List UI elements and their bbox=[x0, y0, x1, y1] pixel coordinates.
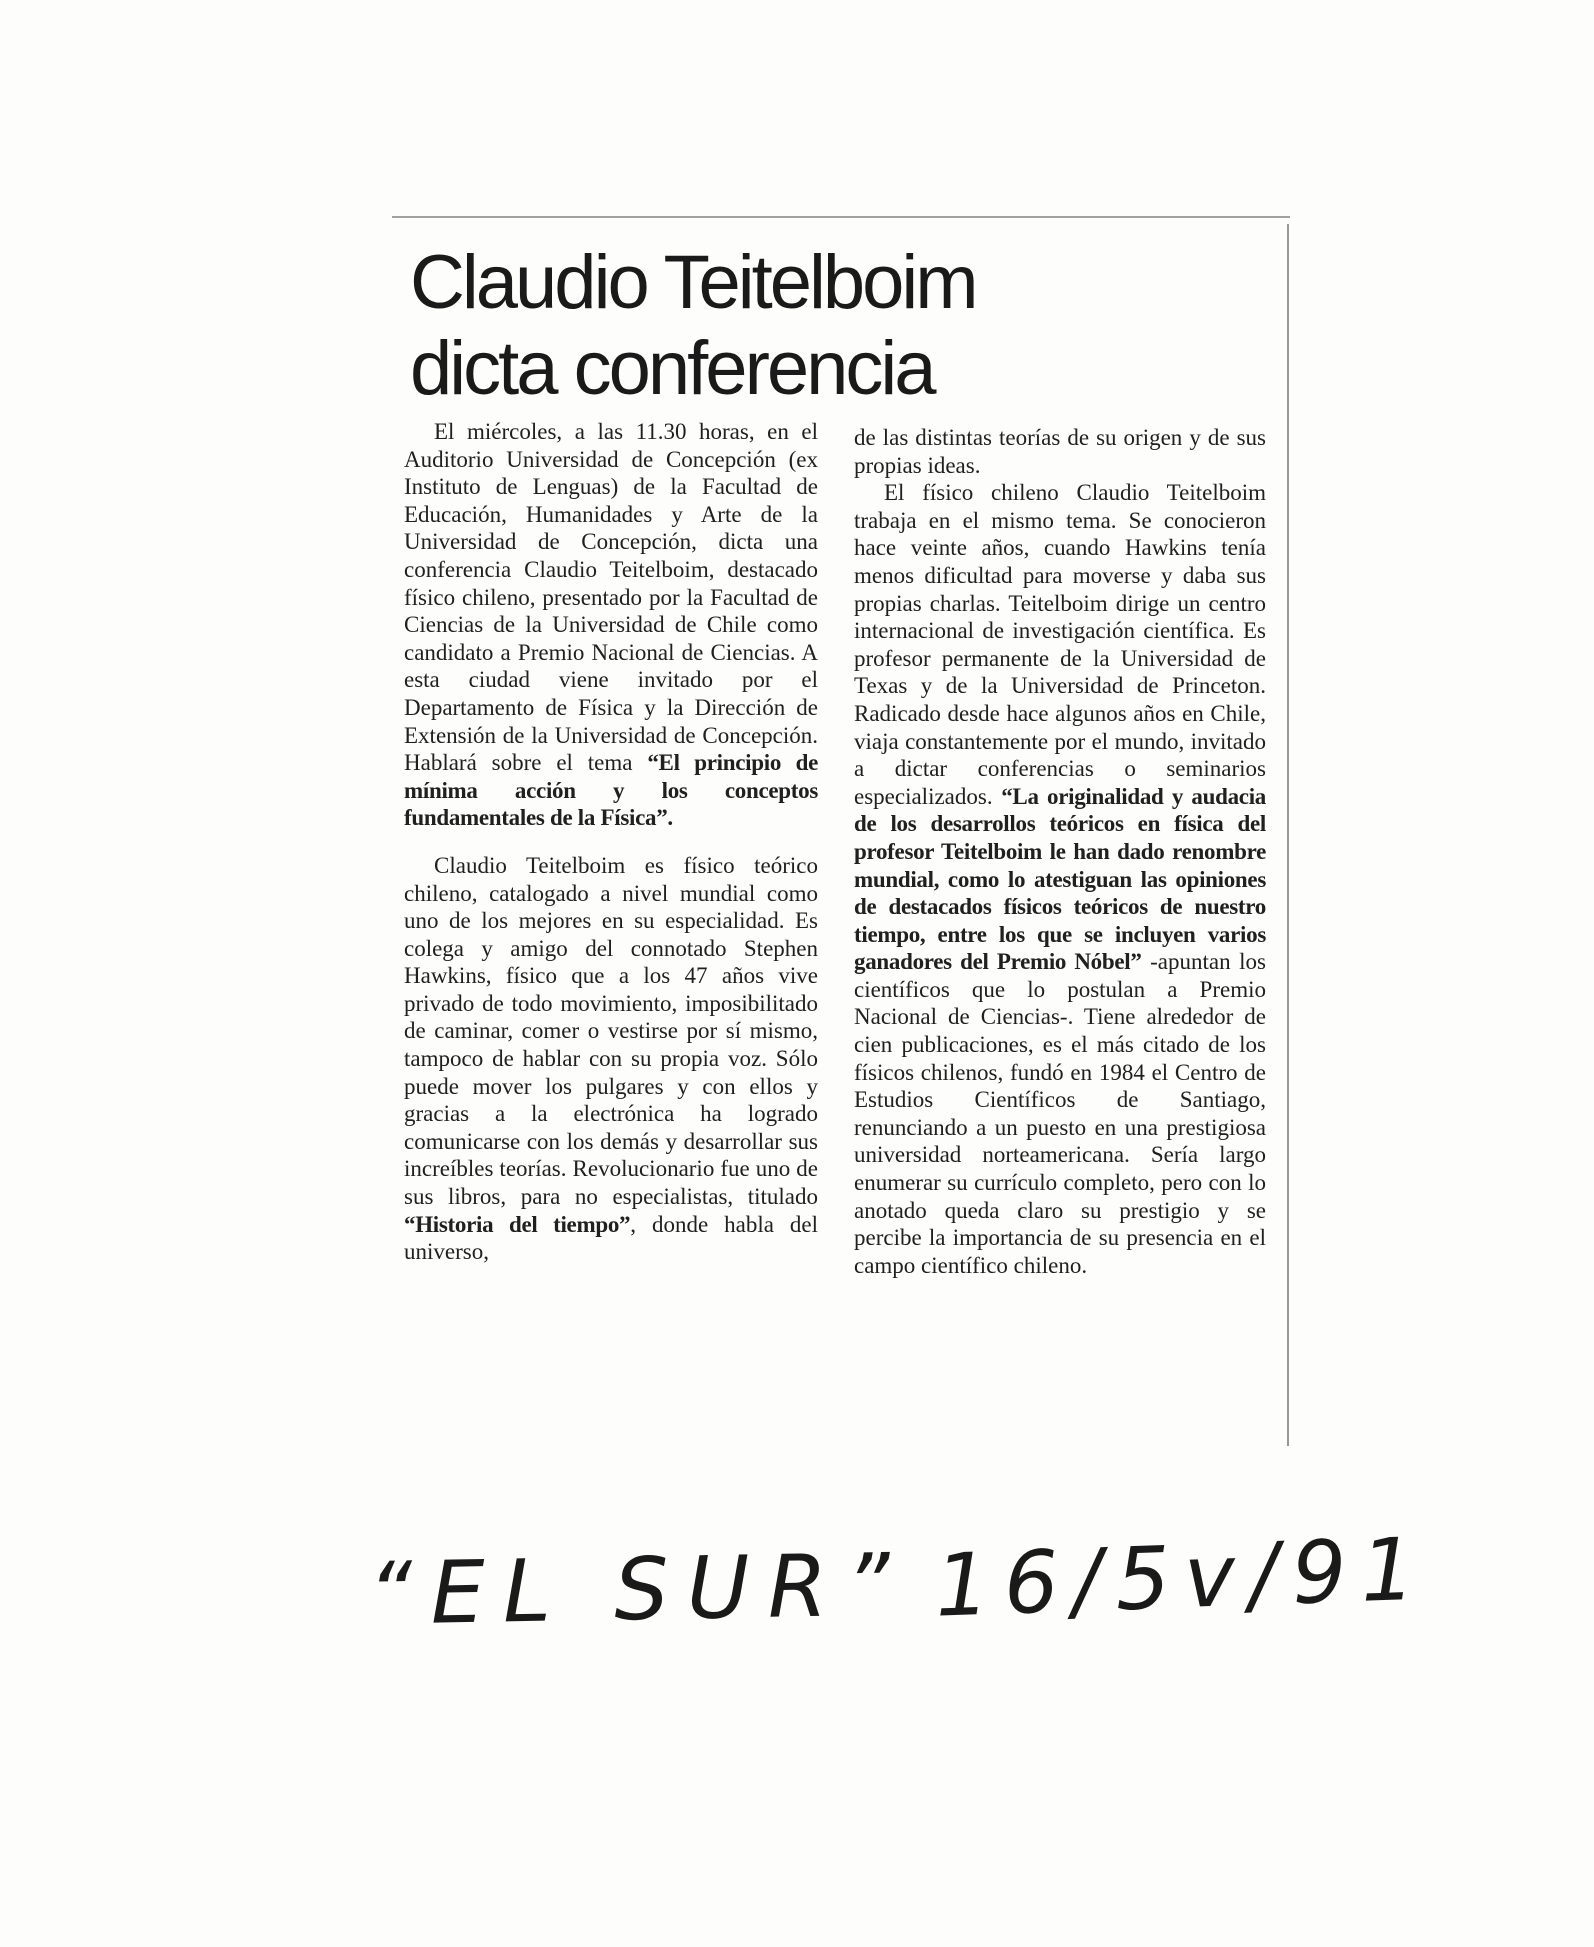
paragraph-3 bbox=[854, 479, 1266, 1279]
paragraph-1 bbox=[404, 418, 818, 832]
paragraph-2-tail: , donde habla del universo, bbox=[404, 1211, 818, 1265]
handwritten-date: 16/5v/91 bbox=[933, 1519, 1432, 1637]
book-title: “Historia del tiempo” bbox=[404, 1211, 631, 1237]
paragraph-3-text: El físico chileno Claudio Teitelboim trabaja en el mismo tema. Se conocieron hace veinte años, cuando Hawkins tenía menos dificultad para moverse y daba sus propias charlas. Teitelboim dirige un centro internacional de investigación científica. Es profesor permanente de la Universidad de Texas y de la Universidad de Princeton. Radicado desde hace algunos años en Chile, viaja constantemente por el mundo, invitado a dictar conferencias o seminarios especializados. bbox=[854, 480, 1266, 809]
headline-line-1: Claudio Teitelboim bbox=[410, 240, 976, 325]
paragraph-3-tail: -apuntan los científicos que lo postulan a Premio Nacional de Ciencias-. Tiene alrededor de cien publicaciones, es el más citado de los físicos chilenos, fundó en 1984 el Centro de Estudios Científicos de Santiago, renunciando a un puesto en una prestigiosa universidad norteamericana. Sería largo enumerar su currículo completo, pero con lo anotado queda claro su prestigio y se percibe la importancia de su presencia en el campo científico chileno. bbox=[854, 949, 1266, 1278]
paragraph-2 bbox=[404, 852, 818, 1266]
article-column-right bbox=[854, 424, 1266, 1279]
paragraph-continued: de las distintas teorías de su origen y de sus propias ideas. bbox=[854, 425, 1266, 478]
paragraph-1-text: El miércoles, a las 11.30 horas, en el Auditorio Universidad de Concepción (ex Instituto de Lenguas) de la Facultad de Educación, Humanidades y Arte de la Universidad de Concepción, dicta una conferencia Claudio Teitelboim, destacado físico chileno, presentado por la Facultad de Ciencias de la Universidad de Chile como candidato a Premio Nacional de Ciencias. A esta ciudad viene invitado por el Departamento de Física y la Dirección de Extensión de la Universidad de Concepción. Hablará sobre el tema bbox=[404, 419, 818, 776]
newspaper-clipping bbox=[392, 216, 1290, 1446]
top-rule bbox=[392, 216, 1290, 218]
article-column-left bbox=[404, 418, 818, 1266]
right-rule bbox=[1287, 224, 1289, 1446]
lecture-title: “El principio de mínima acción y los conceptos fundamentales de la Física”. bbox=[404, 750, 818, 831]
handwritten-source: “EL SUR” bbox=[367, 1535, 909, 1645]
paragraph-2-text: Claudio Teitelboim es físico teórico chileno, catalogado a nivel mundial como uno de los mejores en su especialidad. Es colega y amigo del connotado Stephen Hawkins, físico que a los 47 años vive privado de todo movimiento, imposibilitado de caminar, comer o vestirse por sí mismo, tampoco de hablar con su propia voz. Sólo puede mover los pulgares y con ellos y gracias a la electrónica ha logrado comunicarse con los demás y desarrollar sus increíbles teorías. Revolucionario fue uno de sus libros, para no especialistas, titulado bbox=[404, 852, 818, 1210]
quote-bold: “La originalidad y audacia de los desarrollos teóricos en física del profesor Teitelboim le han dado renombre mundial, como lo atestiguan las opiniones de destacados físicos teóricos de nuestro tiempo, entre los que se incluyen varios ganadores del Premio Nóbel” bbox=[854, 783, 1266, 975]
headline bbox=[410, 240, 976, 412]
headline-line-2: dicta conferencia bbox=[410, 326, 934, 411]
